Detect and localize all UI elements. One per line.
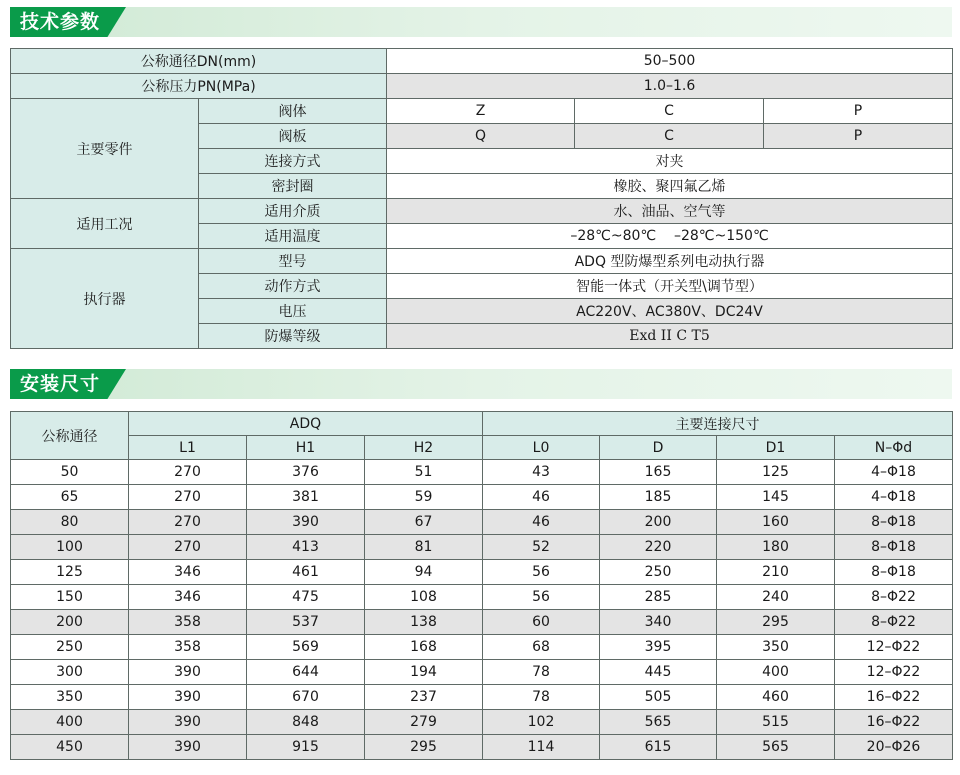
row-dn-cell: 350 [11,685,129,710]
table-cell: 461 [247,560,365,585]
table-cell: 537 [247,610,365,635]
medium-label: 适用介质 [199,199,387,224]
table-row [11,485,953,510]
table-cell: 168 [365,635,483,660]
table-cell: 250 [600,560,717,585]
table-cell: 12–Φ22 [835,660,953,685]
table-cell: 56 [483,560,600,585]
dimension-table [10,411,953,760]
actuator-label: 执行器 [11,249,199,349]
mode-label: 动作方式 [199,274,387,299]
conditions-label: 适用工况 [11,199,199,249]
table-row [11,660,953,685]
spec-row-dn [11,49,953,74]
table-cell: 615 [600,735,717,760]
adq-header: ADQ [129,412,483,436]
table-cell: 270 [129,510,247,535]
table-cell: 8–Φ18 [835,535,953,560]
table-row [11,510,953,535]
table-cell: 350 [717,635,835,660]
col-header-l1: L1 [129,436,247,460]
table-cell: 220 [600,535,717,560]
col-header-h2: H2 [365,436,483,460]
table-cell: 8–Φ18 [835,560,953,585]
table-cell: 59 [365,485,483,510]
table-cell: 390 [129,735,247,760]
row-dn-cell: 150 [11,585,129,610]
table-cell: 4–Φ18 [835,460,953,485]
table-row [11,585,953,610]
spec-row-body [11,99,953,124]
table-cell: 445 [600,660,717,685]
explosion-label: 防爆等级 [199,324,387,349]
table-cell: 138 [365,610,483,635]
spec-table [10,48,953,349]
body-value-2: C [575,99,764,124]
table-row [11,610,953,635]
row-dn-cell: 400 [11,710,129,735]
table-row [11,460,953,485]
table-cell: 285 [600,585,717,610]
table-cell: 78 [483,660,600,685]
table-cell: 295 [717,610,835,635]
disc-label: 阀板 [199,124,387,149]
install-dims-title: 安装尺寸 [20,373,101,395]
table-cell: 400 [717,660,835,685]
seal-label: 密封圈 [199,174,387,199]
table-cell: 46 [483,485,600,510]
table-cell: 390 [247,510,365,535]
table-cell: 102 [483,710,600,735]
table-row [11,735,953,760]
disc-value-2: C [575,124,764,149]
table-cell: 43 [483,460,600,485]
table-cell: 346 [129,560,247,585]
table-cell: 346 [129,585,247,610]
table-cell: 670 [247,685,365,710]
table-cell: 460 [717,685,835,710]
voltage-value: AC220V、AC380V、DC24V [387,299,953,324]
conn-value: 对夹 [387,149,953,174]
table-cell: 279 [365,710,483,735]
col-header-nd: N–Φd [835,436,953,460]
install-dims-header [10,369,952,399]
model-label: 型号 [199,249,387,274]
table-cell: 8–Φ22 [835,610,953,635]
table-cell: 145 [717,485,835,510]
table-row [11,560,953,585]
table-cell: 390 [129,710,247,735]
table-cell: 16–Φ22 [835,710,953,735]
table-cell: 194 [365,660,483,685]
row-dn-cell: 450 [11,735,129,760]
table-cell: 915 [247,735,365,760]
disc-value-1: Q [387,124,575,149]
body-label: 阀体 [199,99,387,124]
model-value: ADQ 型防爆型系列电动执行器 [387,249,953,274]
col-header-d: D [600,436,717,460]
tech-params-header [10,7,952,37]
table-cell: 185 [600,485,717,510]
row-dn-cell: 300 [11,660,129,685]
table-cell: 67 [365,510,483,535]
header-row-1 [11,412,953,436]
spec-row-medium [11,199,953,224]
table-cell: 390 [129,660,247,685]
col-header-d1: D1 [717,436,835,460]
table-cell: 565 [600,710,717,735]
table-cell: 160 [717,510,835,535]
row-dn-cell: 80 [11,510,129,535]
table-cell: 108 [365,585,483,610]
table-cell: 237 [365,685,483,710]
table-row [11,635,953,660]
table-row [11,535,953,560]
tech-params-title: 技术参数 [20,11,101,33]
table-cell: 475 [247,585,365,610]
conn-dims-header: 主要连接尺寸 [483,412,953,436]
medium-value: 水、油品、空气等 [387,199,953,224]
table-cell: 358 [129,635,247,660]
temp-label: 适用温度 [199,224,387,249]
pn-label: 公称压力PN(MPa) [11,74,387,99]
table-cell: 381 [247,485,365,510]
table-cell: 240 [717,585,835,610]
dn-value: 50–500 [387,49,953,74]
table-cell: 81 [365,535,483,560]
row-dn-cell: 50 [11,460,129,485]
table-cell: 16–Φ22 [835,685,953,710]
row-dn-cell: 65 [11,485,129,510]
conn-label: 连接方式 [199,149,387,174]
table-cell: 78 [483,685,600,710]
row-dn-cell: 125 [11,560,129,585]
table-cell: 165 [600,460,717,485]
table-cell: 515 [717,710,835,735]
table-cell: 295 [365,735,483,760]
table-cell: 8–Φ22 [835,585,953,610]
table-cell: 358 [129,610,247,635]
table-cell: 644 [247,660,365,685]
table-cell: 125 [717,460,835,485]
table-cell: 8–Φ18 [835,510,953,535]
table-cell: 68 [483,635,600,660]
row-dn-cell: 200 [11,610,129,635]
row-dn-cell: 100 [11,535,129,560]
table-cell: 395 [600,635,717,660]
table-cell: 52 [483,535,600,560]
table-cell: 4–Φ18 [835,485,953,510]
table-cell: 270 [129,485,247,510]
spec-row-model [11,249,953,274]
table-row [11,710,953,735]
col-header-l0: L0 [483,436,600,460]
table-cell: 51 [365,460,483,485]
voltage-label: 电压 [199,299,387,324]
table-cell: 60 [483,610,600,635]
table-cell: 94 [365,560,483,585]
row-dn-cell: 250 [11,635,129,660]
main-parts-label: 主要零件 [11,99,199,199]
table-cell: 565 [717,735,835,760]
explosion-value: Exd II C T5 [387,324,953,349]
table-cell: 376 [247,460,365,485]
mode-value: 智能一体式（开关型\调节型） [387,274,953,299]
dn-header: 公称通径 [11,412,129,460]
dn-label: 公称通径DN(mm) [11,49,387,74]
col-header-h1: H1 [247,436,365,460]
table-cell: 56 [483,585,600,610]
table-cell: 180 [717,535,835,560]
spec-row-pn [11,74,953,99]
table-cell: 46 [483,510,600,535]
table-row [11,685,953,710]
table-cell: 413 [247,535,365,560]
body-value-1: Z [387,99,575,124]
temp-value: –28℃~80℃ –28℃~150℃ [387,224,953,249]
disc-value-3: P [764,124,953,149]
table-cell: 12–Φ22 [835,635,953,660]
header-row-2 [11,436,953,460]
table-cell: 390 [129,685,247,710]
pn-value: 1.0–1.6 [387,74,953,99]
table-cell: 340 [600,610,717,635]
table-cell: 270 [129,460,247,485]
table-cell: 848 [247,710,365,735]
table-cell: 270 [129,535,247,560]
table-cell: 210 [717,560,835,585]
table-cell: 20–Φ26 [835,735,953,760]
seal-value: 橡胶、聚四氟乙烯 [387,174,953,199]
table-cell: 200 [600,510,717,535]
table-cell: 569 [247,635,365,660]
table-cell: 505 [600,685,717,710]
table-cell: 114 [483,735,600,760]
body-value-3: P [764,99,953,124]
